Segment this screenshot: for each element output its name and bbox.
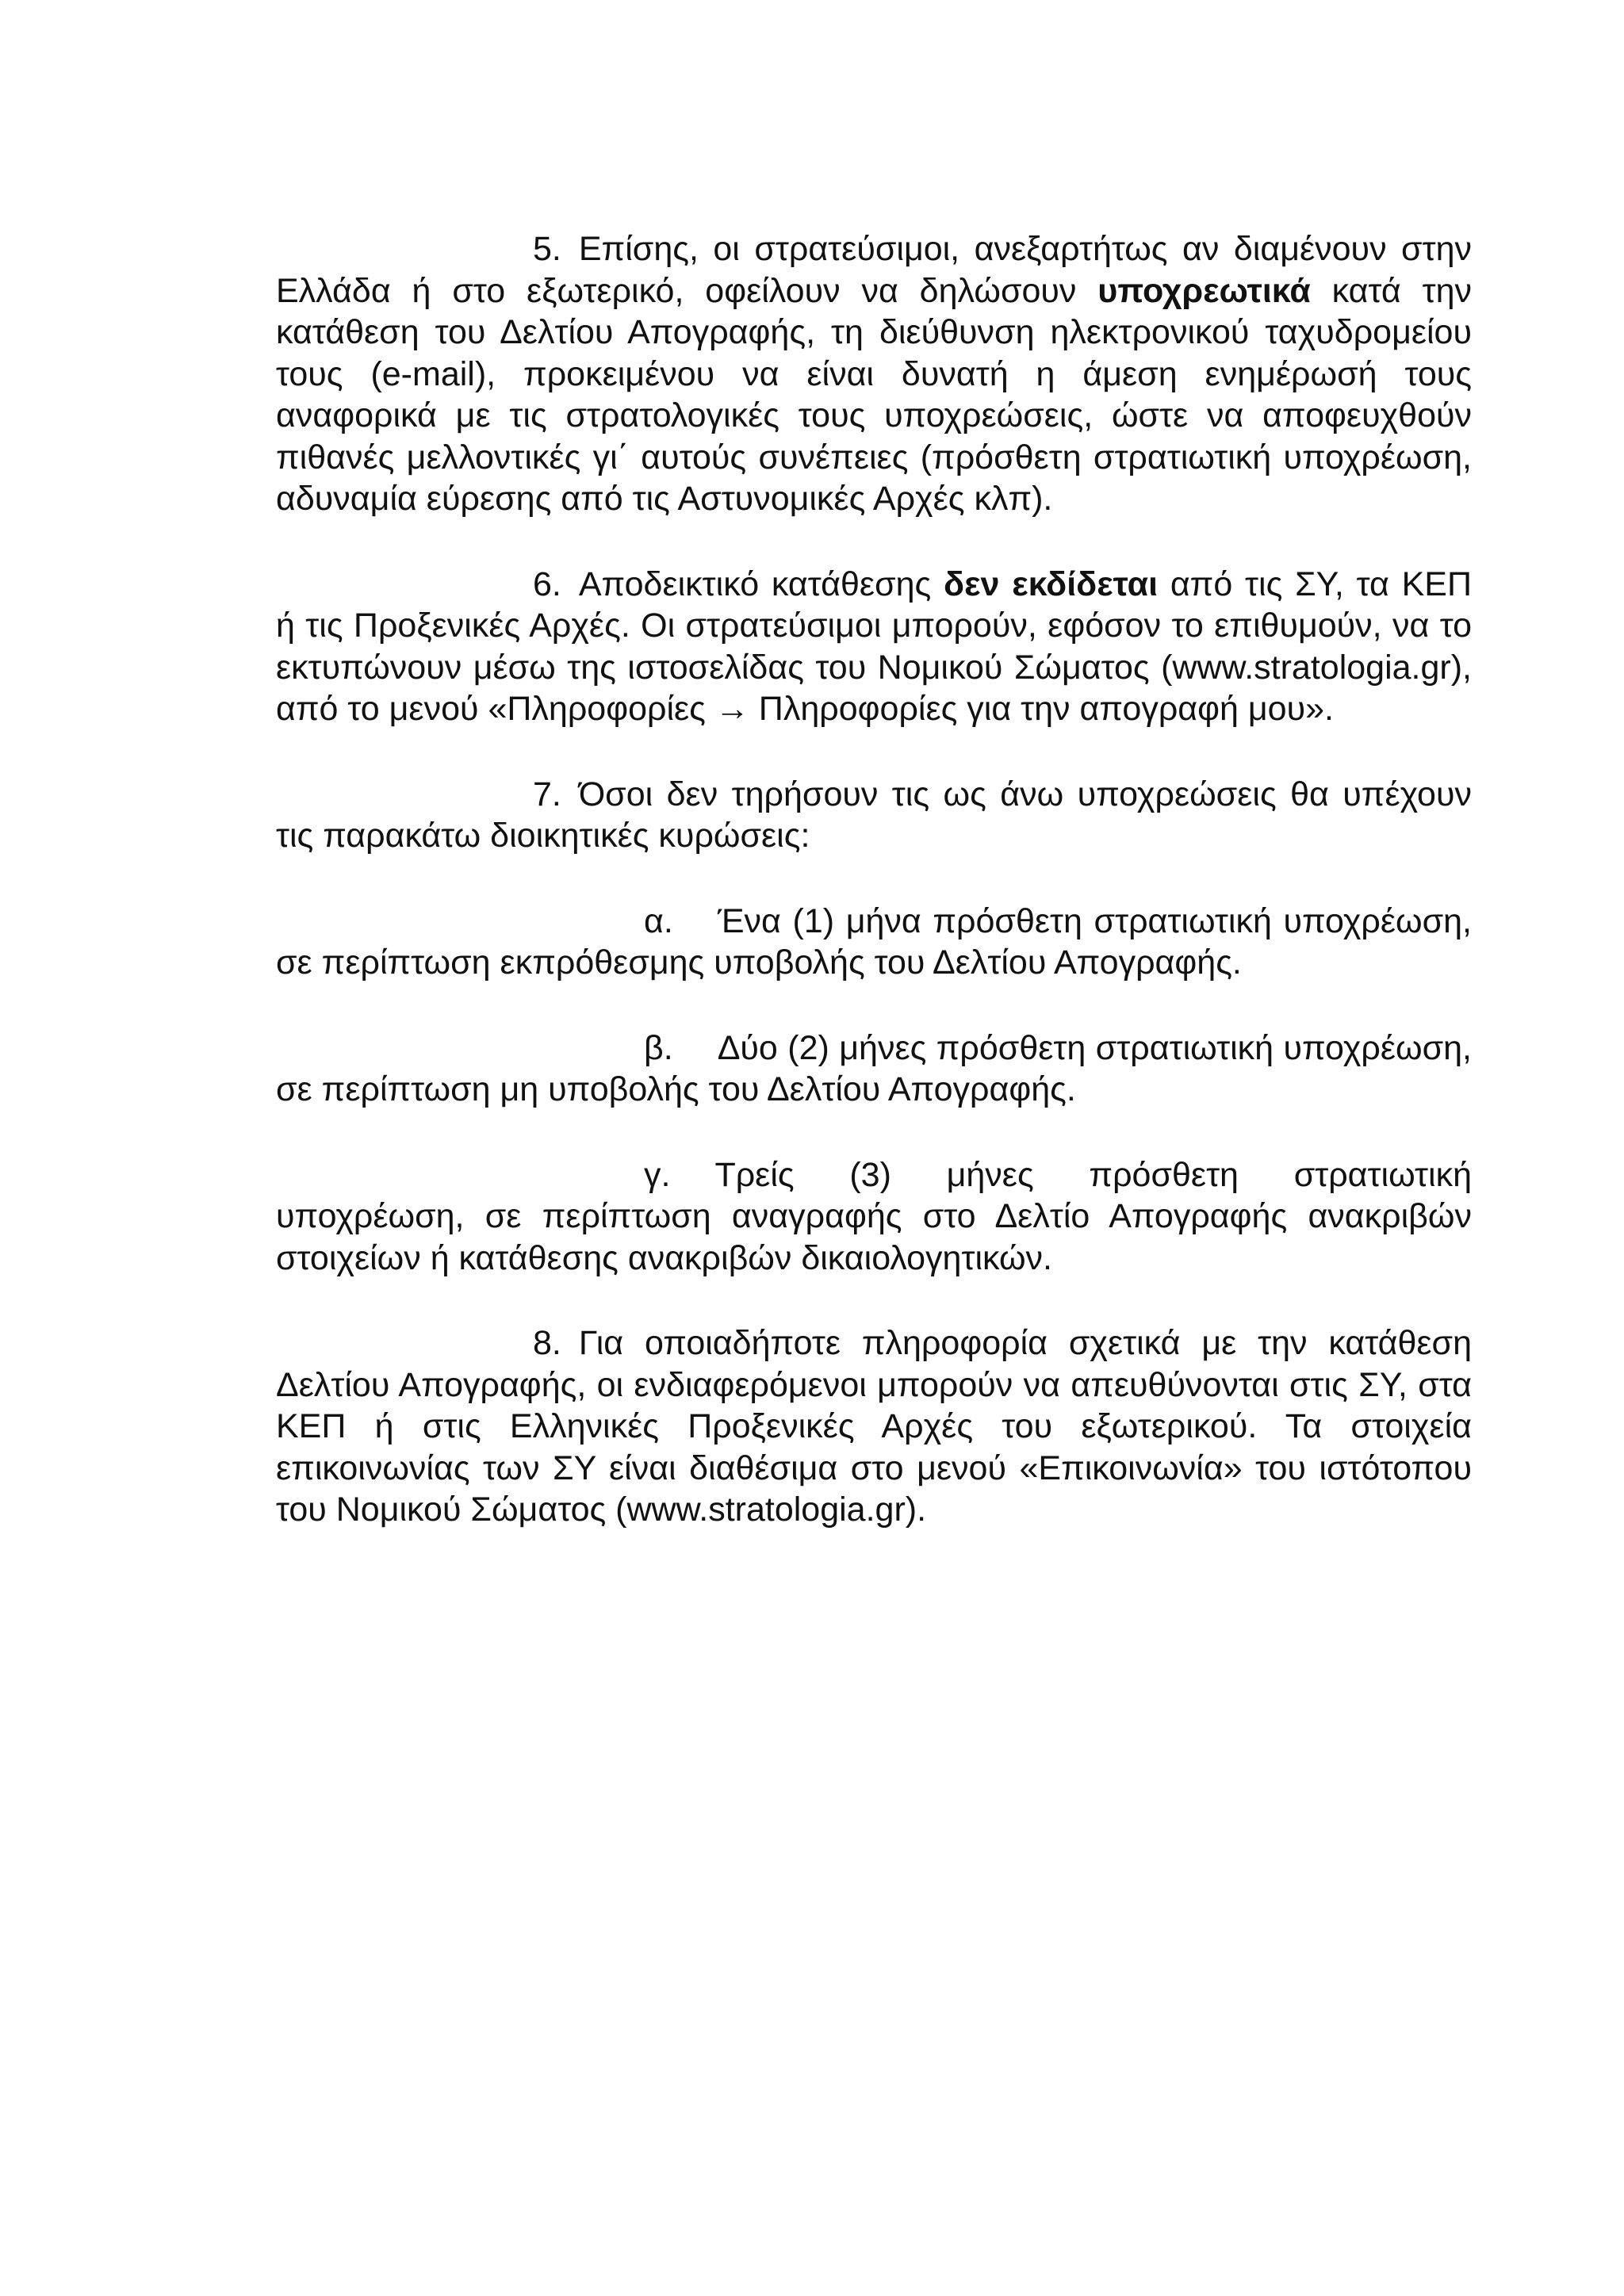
paragraph-5 bbox=[276, 228, 1472, 520]
paragraph-number: 6. bbox=[533, 564, 561, 603]
paragraph-text: Πληροφορίες για την απογραφή μου». bbox=[749, 690, 1334, 728]
paragraph-7a bbox=[276, 901, 1472, 984]
paragraph-text: Αποδεικτικό κατάθεσης bbox=[578, 564, 944, 603]
emphasis-text: δεν εκδίδεται bbox=[944, 564, 1159, 603]
document-page bbox=[276, 228, 1472, 1575]
paragraph-number: 7. bbox=[533, 775, 561, 813]
paragraph-text: Επίσης, οι στρατεύσιμοι, ανεξαρτήτως αν διαμένουν στην Ελλάδα ή στο εξωτερικό, οφείλουν να δηλώσουν bbox=[276, 230, 1472, 310]
paragraph-text: Ένα (1) μήνα πρόσθετη στρατιωτική υποχρέωση, σε περίπτωση εκπρόθεσμης υποβολής του Δελτίου Απογραφής. bbox=[276, 901, 1472, 982]
paragraph-text: Δύο (2) μήνες πρόσθετη στρατιωτική υποχρέωση, σε περίπτωση μη υποβολής του Δελτίου Απογραφής. bbox=[276, 1028, 1472, 1108]
paragraph-6 bbox=[276, 564, 1472, 730]
paragraph-text: Για οποιαδήποτε πληροφορία σχετικά με την κατάθεση Δελτίου Απογραφής, οι ενδιαφερόμενοι μπορούν να απευθύνονται στις ΣΥ, στα ΚΕΠ ή στις Ελληνικές Προξενικές Αρχές του εξωτερικού. Τα στοιχεία επικοινωνίας των ΣΥ είναι διαθέσιμα στο μενού «Επικοινωνία» του ιστότοπου του Νομικού Σώματος (www.stratologia.gr). bbox=[276, 1324, 1472, 1529]
paragraph-7c bbox=[276, 1154, 1472, 1280]
paragraph-number: 5. bbox=[533, 230, 561, 268]
paragraph-text: Όσοι δεν τηρήσουν τις ως άνω υποχρεώσεις θα υπέχουν τις παρακάτω διοικητικές κυρώσεις: bbox=[276, 775, 1472, 855]
paragraph-text: κατά την κατάθεση του Δελτίου Απογραφής, τη διεύθυνση ηλεκτρονικού ταχυδρομείου τους (e-mail), προκειμένου να είναι δυνατή η άμεση ενημέρωσή τους αναφορικά με τις στρατολογικές τους υποχρεώσεις, ώστε να αποφευχθούν πιθανές μελλοντικές γι΄ αυτούς συνέπειες (πρόσθετη στρατιωτική υποχρέωση, αδυναμία εύρεσης από τις Αστυνομικές Αρχές κλπ). bbox=[276, 271, 1472, 518]
arrow-icon: → bbox=[714, 690, 749, 728]
paragraph-number: α. bbox=[644, 901, 673, 940]
paragraph-7b bbox=[276, 1027, 1472, 1111]
paragraph-number: 8. bbox=[533, 1324, 561, 1362]
paragraph-8 bbox=[276, 1322, 1472, 1531]
paragraph-7 bbox=[276, 774, 1472, 857]
emphasis-text: υποχρεωτικά bbox=[1097, 271, 1311, 310]
paragraph-text: Τρείς (3) μήνες πρόσθετη στρατιωτική υποχρέωση, σε περίπτωση αναγραφής στο Δελτίο Απογραφής ανακριβών στοιχείων ή κατάθεσης ανακριβών δικαιολογητικών. bbox=[276, 1155, 1472, 1277]
paragraph-number: β. bbox=[644, 1028, 673, 1067]
paragraph-number: γ. bbox=[644, 1155, 671, 1194]
paragraph-text: από τις ΣΥ, τα ΚΕΠ ή τις Προξενικές Αρχές. Οι στρατεύσιμοι μπορούν, εφόσον το επιθυμούν, να το εκτυπώνουν μέσω της ιστοσελίδας του Νομικού Σώματος (www.stratologia.gr), από το μενού «Πληροφορίες bbox=[276, 564, 1473, 728]
